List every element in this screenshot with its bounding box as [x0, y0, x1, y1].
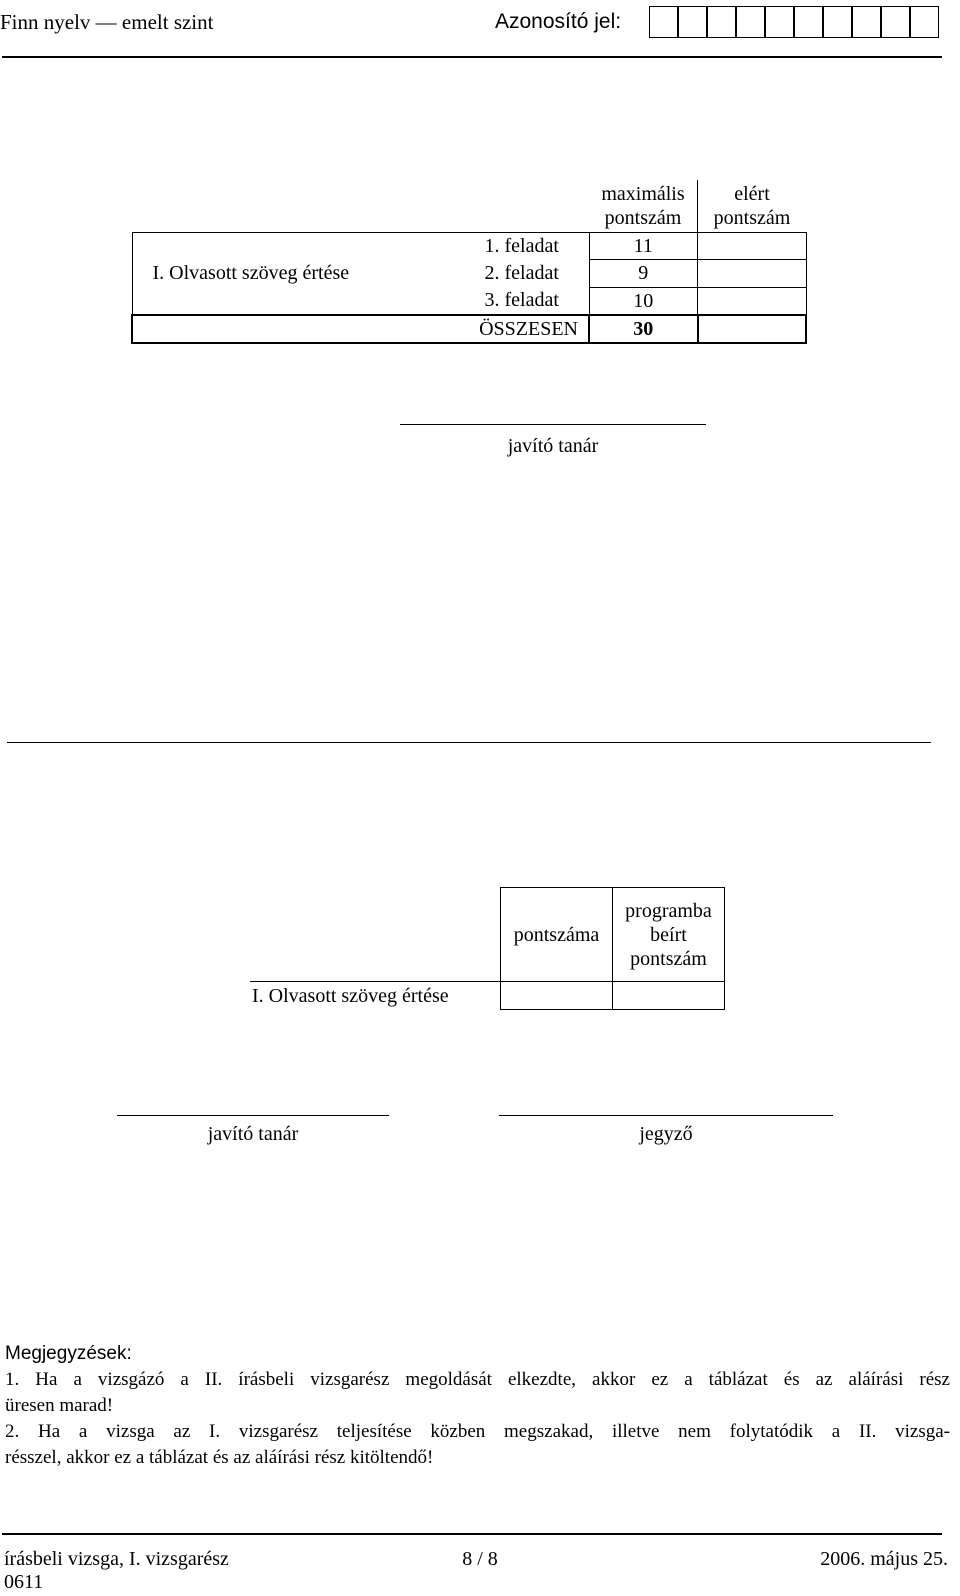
max-3: 10 [589, 287, 698, 315]
total-achieved[interactable] [698, 315, 807, 343]
score-cell[interactable] [501, 982, 613, 1010]
id-box[interactable] [736, 6, 765, 38]
signature-line-right [499, 1115, 833, 1116]
col-header-max: maximális pontszám [589, 180, 698, 232]
col-header-score: pontszáma [501, 888, 613, 982]
note-2-line-1: 2. Ha a vizsga az I. vizsgarész teljesítése közben megszakad, illetve nem folytatódik a II. vizsga- [5, 1421, 950, 1442]
score-table [131, 180, 807, 344]
footer-page: 8 / 8 [462, 1548, 498, 1570]
id-box[interactable] [765, 6, 794, 38]
achieved-2[interactable] [698, 260, 807, 288]
signature-left: javító tanár [207, 1123, 299, 1145]
achieved-1[interactable] [698, 232, 807, 260]
section-label: I. Olvasott szöveg értése [152, 262, 350, 284]
id-box[interactable] [707, 6, 736, 38]
footer-date: 2006. május 25. [820, 1548, 948, 1570]
empty-cell [132, 180, 589, 232]
achieved-3[interactable] [698, 287, 807, 315]
signature-line [400, 424, 706, 425]
notes [5, 1341, 950, 1471]
header-rule [2, 56, 942, 58]
note-2-line-2: résszel, akkor ez a táblázat és az aláírási rész kitöltendő! [5, 1447, 434, 1468]
total-label: ÖSSZESEN [132, 315, 589, 343]
signature-line-left [117, 1115, 389, 1116]
note-1-line-1: 1. Ha a vizsgázó a II. írásbeli vizsgarész megoldását elkezdte, akkor ez a táblázat és az aláírási rész [5, 1369, 950, 1390]
col-header-program: programba beírt pontszám [613, 888, 725, 982]
id-box[interactable] [794, 6, 823, 38]
footer-code: 0611 [4, 1571, 44, 1593]
program-cell[interactable] [613, 982, 725, 1010]
id-box[interactable] [678, 6, 707, 38]
footer-rule [2, 1533, 942, 1535]
notes-heading: Megjegyzések: [5, 1343, 132, 1364]
empty-cell [250, 888, 501, 982]
total-value: 30 [589, 315, 698, 343]
id-box[interactable] [852, 6, 881, 38]
section-cell [132, 232, 589, 315]
id-box[interactable] [823, 6, 852, 38]
task-labels: 1. feladat 2. feladat 3. feladat [484, 234, 559, 311]
max-1: 11 [589, 232, 698, 260]
section-label: I. Olvasott szöveg értése [250, 982, 501, 1010]
header-title: Finn nyelv — emelt szint [0, 10, 214, 34]
program-table [250, 887, 725, 1010]
id-box[interactable] [649, 6, 678, 38]
col-header-achieved: elért pontszám [698, 180, 807, 232]
id-label: Azonosító jel: [495, 10, 622, 33]
max-2: 9 [589, 260, 698, 288]
note-1-line-2: üresen marad! [5, 1395, 114, 1416]
footer-left: írásbeli vizsga, I. vizsgarész [4, 1548, 229, 1570]
signature-right: jegyző [639, 1123, 693, 1145]
separator-line [7, 742, 931, 743]
id-box[interactable] [881, 6, 910, 38]
signature-label: javító tanár [507, 435, 599, 457]
id-box[interactable] [910, 6, 939, 38]
